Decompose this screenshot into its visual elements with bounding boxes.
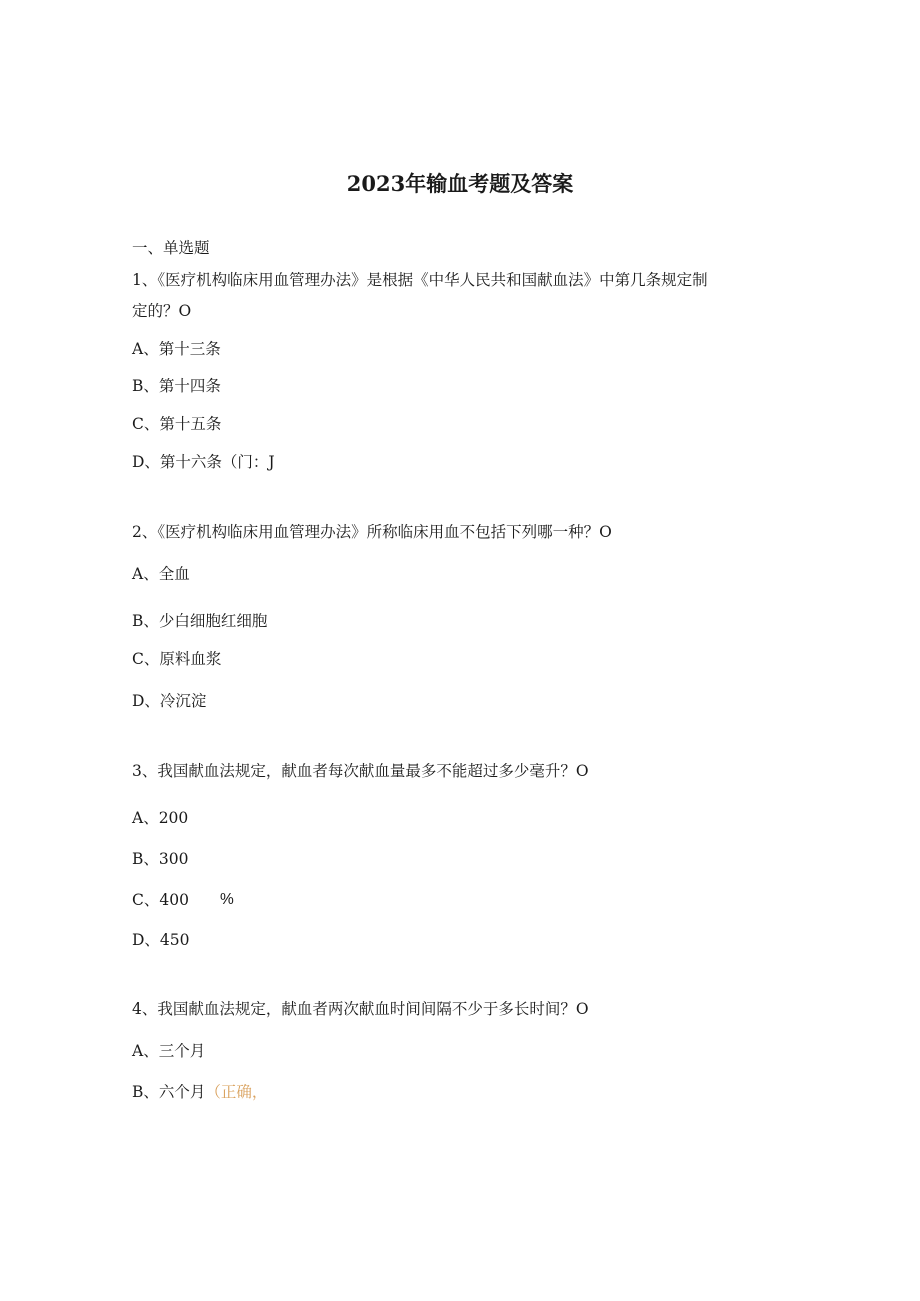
question-2-text: 2、《医疗机构临床用血管理办法》所称临床用血不包括下列哪一种？O: [132, 523, 612, 541]
question-1-line-2: 定的？O: [132, 302, 192, 320]
question-4-text: 4、我国献血法规定，献血者两次献血时间间隔不少于多长时间？O: [132, 1000, 589, 1018]
question-2-option-c: C、原料血浆: [132, 650, 222, 668]
question-1-option-c: C、第十五条: [132, 415, 222, 433]
section-heading: 一、单选题: [132, 239, 210, 257]
question-3-option-b: B、300: [132, 850, 189, 868]
question-3-text: 3、我国献血法规定，献血者每次献血量最多不能超过多少毫升？O: [132, 762, 589, 780]
question-2-option-d: D、冷沉淀: [132, 692, 207, 710]
question-3-option-d: D、450: [132, 931, 190, 949]
answer-note: （正确，: [205, 1083, 268, 1101]
question-2-option-b: B、少白细胞红细胞: [132, 612, 268, 630]
question-1-option-b: B、第十四条: [132, 377, 221, 395]
question-2-option-a: A、全血: [132, 565, 190, 583]
question-4-option-b-label: B、六个月: [132, 1083, 206, 1101]
question-3-option-a: A、200: [132, 809, 189, 827]
document-title: 2023年输血考题及答案: [346, 171, 574, 196]
question-4-option-a: A、三个月: [132, 1042, 206, 1060]
question-3-option-c: C、400: [132, 891, 189, 909]
question-4-option-b: [132, 1082, 267, 1102]
question-1-line-1: 1、《医疗机构临床用血管理办法》是根据《中华人民共和国献血法》中第几条规定制: [132, 271, 708, 289]
question-3-stray-mark: %: [220, 891, 234, 908]
question-1-option-a: A、第十三条: [132, 340, 221, 358]
question-1-option-d: D、第十六条（门：J: [132, 453, 275, 471]
